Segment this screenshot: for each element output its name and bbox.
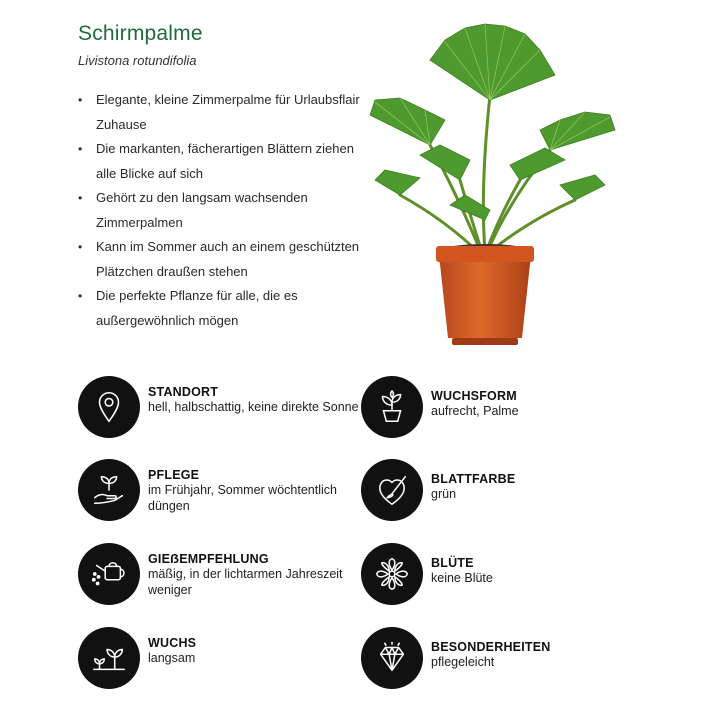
feature-label: STANDORT bbox=[148, 385, 219, 399]
watering-can-icon bbox=[78, 543, 140, 605]
feature-value: mäßig, in der lichtarmen Jahreszeit weniger bbox=[148, 567, 343, 597]
latin-name: Livistona rotundifolia bbox=[78, 53, 197, 68]
feature-wuchsform bbox=[361, 376, 651, 442]
bullet-item: • Die perfekte Pflanze für alle, die es außergewöhnlich mögen bbox=[76, 284, 366, 333]
seedlings-icon bbox=[78, 627, 140, 689]
feature-label: PFLEGE bbox=[148, 468, 200, 482]
palm-plant-image bbox=[360, 20, 620, 355]
bullet-item: • Gehört zu den langsam wachsenden Zimmerpalmen bbox=[76, 186, 366, 235]
potted-plant-icon bbox=[361, 376, 423, 438]
feature-value: langsam bbox=[148, 651, 196, 665]
product-title: Schirmpalme bbox=[78, 22, 203, 45]
flower-icon bbox=[361, 543, 423, 605]
feature-wuchs bbox=[78, 627, 368, 693]
location-pin-icon bbox=[78, 376, 140, 438]
feature-label: WUCHS bbox=[148, 636, 197, 650]
feature-value: keine Blüte bbox=[431, 571, 493, 585]
bullet-item: • Elegante, kleine Zimmerpalme für Urlaubsflair Zuhause bbox=[76, 88, 366, 137]
feature-value: pflegeleicht bbox=[431, 655, 495, 669]
feature-label: BESONDERHEITEN bbox=[431, 640, 551, 654]
bullet-item: • Kann im Sommer auch an einem geschützten Plätzchen draußen stehen bbox=[76, 235, 366, 284]
feature-label: BLATTFARBE bbox=[431, 472, 516, 486]
feature-value: aufrecht, Palme bbox=[431, 404, 519, 418]
feature-pflege bbox=[78, 459, 368, 525]
feature-standort bbox=[78, 376, 368, 442]
feature-blattfarbe bbox=[361, 459, 651, 525]
diamond-icon bbox=[361, 627, 423, 689]
feature-value: grün bbox=[431, 487, 457, 501]
feature-bluete bbox=[361, 543, 651, 609]
feature-label: BLÜTE bbox=[431, 556, 474, 570]
feature-label: GIEẞEMPFEHLUNG bbox=[148, 552, 269, 566]
feature-label: WUCHSFORM bbox=[431, 389, 517, 403]
feature-value: im Frühjahr, Sommer wöchtentlich düngen bbox=[148, 483, 337, 513]
hand-sprout-icon bbox=[78, 459, 140, 521]
bullet-item: • Die markanten, fächerartigen Blättern ziehen alle Blicke auf sich bbox=[76, 137, 366, 186]
feature-value: hell, halbschattig, keine direkte Sonne bbox=[148, 400, 359, 414]
feature-giessempfehlung bbox=[78, 543, 368, 609]
feature-besonderheiten bbox=[361, 627, 651, 693]
feature-bullet-list bbox=[76, 88, 366, 333]
leaf-brush-icon bbox=[361, 459, 423, 521]
